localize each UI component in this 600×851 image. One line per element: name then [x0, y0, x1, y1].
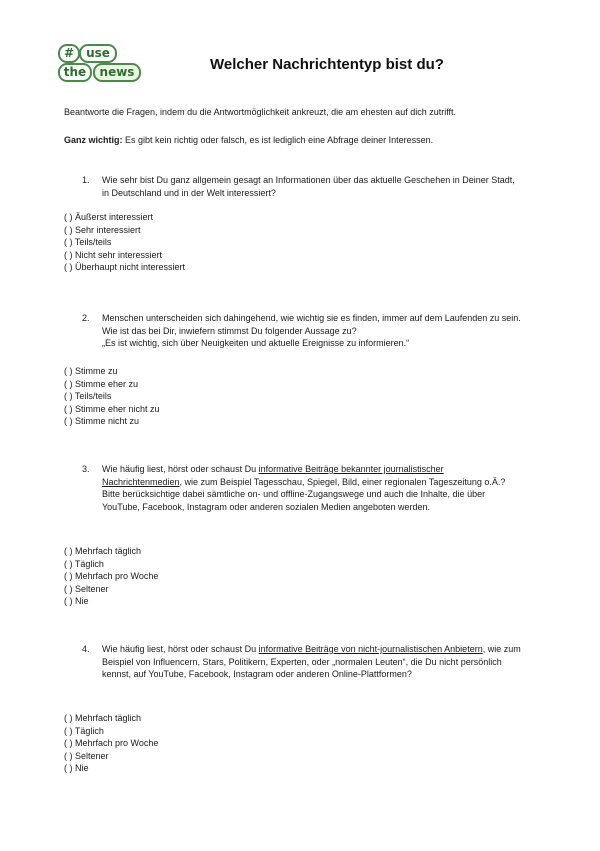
page-title: Welcher Nachrichtentyp bist du?	[210, 56, 444, 73]
logo-use: use	[79, 44, 117, 63]
question-emphasis: informative Beiträge von nicht-journalistischen Anbietern	[258, 644, 483, 654]
question-2-options	[64, 365, 160, 428]
question-text: Wie sehr bist Du ganz allgemein gesagt an Informationen über das aktuelle Geschehen in Deiner Stadt, in Deutschland und in der Welt interessiert?	[102, 175, 515, 198]
answer-option[interactable]: ( ) Sehr interessiert	[64, 224, 141, 235]
logo-the: the	[58, 63, 92, 82]
answer-option[interactable]: ( ) Mehrfach pro Woche	[64, 738, 159, 749]
question-4-options	[64, 712, 158, 775]
answer-option[interactable]: ( ) Nie	[64, 596, 89, 607]
use-the-news-logo	[58, 44, 142, 82]
answer-option[interactable]: ( ) Seltener	[64, 750, 109, 761]
question-text: Wie häufig liest, hörst oder schaust Du	[102, 644, 259, 654]
question-2	[82, 312, 522, 350]
answer-option[interactable]: ( ) Teils/teils	[64, 237, 112, 248]
question-text: Wie häufig liest, hörst oder schaust Du	[102, 464, 259, 474]
answer-option[interactable]: ( ) Teils/teils	[64, 391, 112, 402]
answer-option[interactable]: ( ) Mehrfach täglich	[64, 713, 142, 723]
answer-option[interactable]: ( ) Äußerst interessiert	[64, 212, 154, 222]
question-number: 1.	[82, 175, 90, 185]
question-text-continued: , wie zum Beispiel von Influencern, Stars, Politikern, Experten, oder „normalen Leuten“, die Du nicht persönlich kennst, auf YouTube, Facebook, Instagram oder anderen Online-Plattformen?	[102, 644, 521, 680]
answer-option[interactable]: ( ) Mehrfach pro Woche	[64, 571, 159, 582]
answer-option[interactable]: ( ) Nicht sehr interessiert	[64, 249, 163, 260]
answer-option[interactable]: ( ) Stimme zu	[64, 366, 118, 376]
question-emphasis: informative Beiträge bekannter journalistischer Nachrichtenmedien	[102, 464, 444, 487]
question-number: 3.	[82, 464, 90, 474]
intro-text: Beantworte die Fragen, indem du die Antwortmöglichkeit ankreuzt, die am ehesten auf dich zutrifft.	[64, 107, 457, 117]
logo-hash: #	[58, 44, 80, 63]
question-text-continued: , wie zum Beispiel Tagesschau, Spiegel, Bild, einer regionalen Tageszeitung o.Ä.? Bitte berücksichtige dabei sämtliche on- und offline-Zugangswege und auch die Inhalte, die über YouTube, Facebook, Instagram oder anderen sozialen Medien angeboten werden.	[102, 476, 506, 512]
answer-option[interactable]: ( ) Täglich	[64, 558, 104, 569]
question-statement: „Es ist wichtig, sich über Neuigkeiten und aktuelle Ereignisse zu informieren.“	[102, 338, 410, 349]
answer-option[interactable]: ( ) Überhaupt nicht interessiert	[64, 262, 186, 273]
question-number: 2.	[82, 313, 90, 323]
question-3	[82, 463, 522, 513]
important-label: Ganz wichtig:	[64, 135, 123, 145]
answer-option[interactable]: ( ) Stimme eher zu	[64, 378, 139, 389]
logo-news: news	[93, 63, 141, 82]
answer-option[interactable]: ( ) Mehrfach täglich	[64, 546, 142, 556]
answer-option[interactable]: ( ) Seltener	[64, 583, 109, 594]
question-1-options	[64, 211, 185, 274]
answer-option[interactable]: ( ) Stimme eher nicht zu	[64, 403, 160, 414]
answer-option[interactable]: ( ) Täglich	[64, 725, 104, 736]
important-text: Es gibt kein richtig oder falsch, es ist lediglich eine Abfrage deiner Interessen.	[122, 135, 434, 145]
question-4	[82, 643, 522, 681]
question-3-options	[64, 545, 158, 608]
question-1	[82, 174, 522, 199]
answer-option[interactable]: ( ) Stimme nicht zu	[64, 416, 140, 427]
answer-option[interactable]: ( ) Nie	[64, 763, 89, 774]
important-note	[64, 134, 544, 146]
question-text: Menschen unterscheiden sich dahingehend, wie wichtig sie es finden, immer auf dem Laufenden zu sein. Wie ist das bei Dir, inwiefern stimmst Du folgender Aussage zu?	[102, 313, 521, 336]
question-number: 4.	[82, 644, 90, 654]
